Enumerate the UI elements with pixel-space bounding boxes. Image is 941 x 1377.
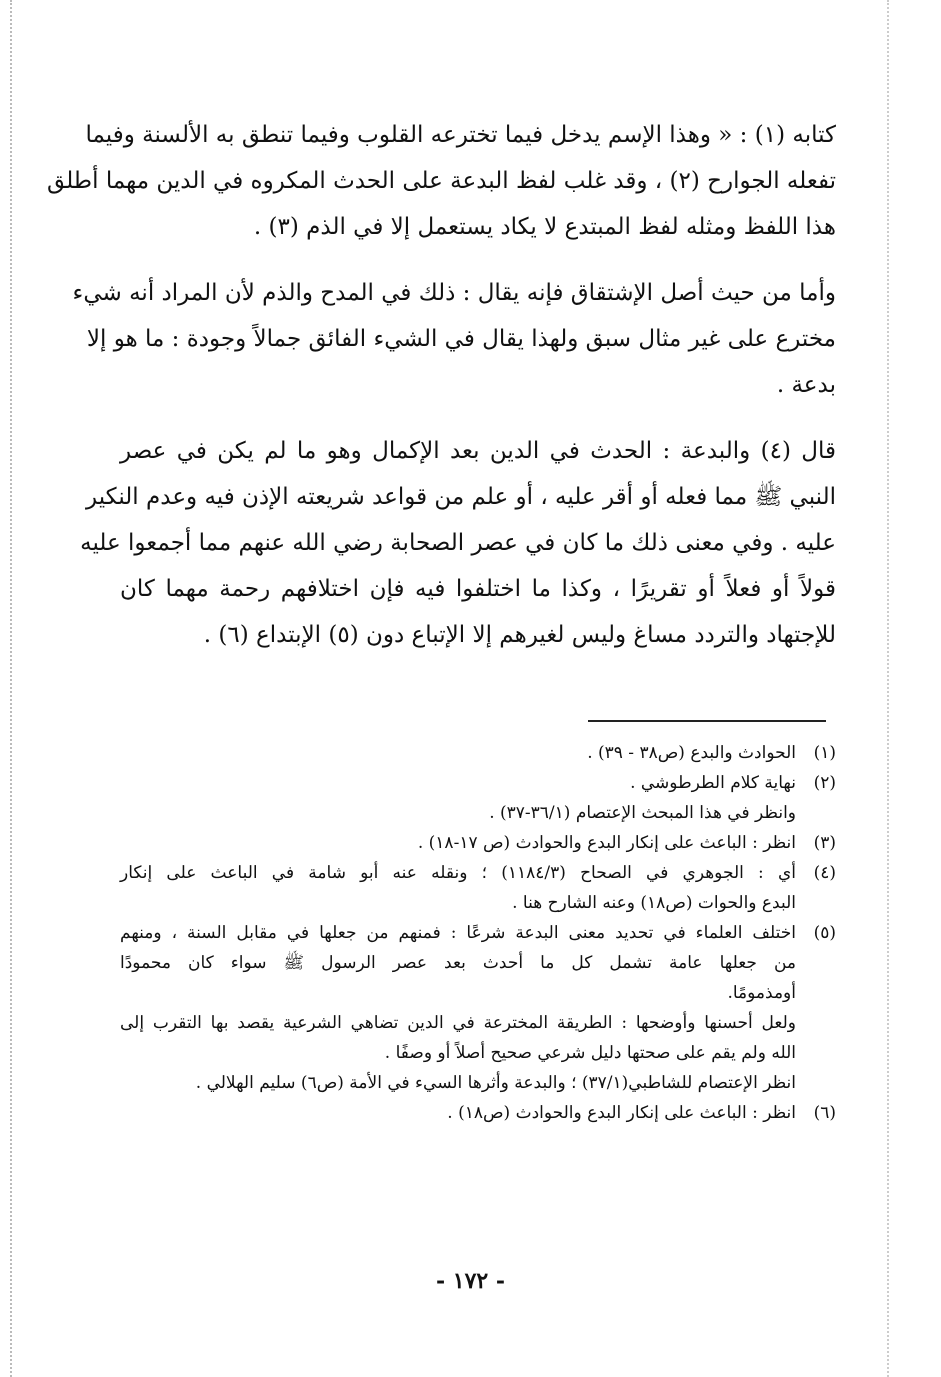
footnote-text: الحوادث والبدع (ص٣٨ - ٣٩) . <box>587 743 796 763</box>
footnote-5-source <box>120 1068 836 1098</box>
scan-edge-right <box>887 0 889 1377</box>
text-line: كتابه (١) : « وهذا الإسم يدخل فيما تخترعه القلوب وفيما تنطق به الألسنة وفيما <box>85 122 836 148</box>
footnote-text: أومذمومًا. <box>727 983 796 1003</box>
footnote-number: (٢) <box>813 773 836 793</box>
text-line: وأما من حيث أصل الإشتقاق فإنه يقال : ذلك في المدح والذم لأن المراد أنه شيء <box>72 280 836 306</box>
footnote-4 <box>120 858 836 918</box>
footnote-number: (٦) <box>813 1103 836 1123</box>
footnote-text: نهاية كلام الطرطوشي . <box>630 773 796 793</box>
footnote-5-continued <box>120 1008 836 1068</box>
footnote-text: وانظر في هذا المبحث الإعتصام (٣٦/١-٣٧) . <box>489 803 796 823</box>
footnote-number <box>796 1008 836 1068</box>
footnote-number <box>796 1068 836 1098</box>
main-text <box>47 112 836 678</box>
text-line: عليه . وفي معنى ذلك ما كان في عصر الصحابة رضي الله عنهم مما أجمعوا عليه <box>80 530 836 556</box>
page-number: - ١٧٢ - <box>435 1268 506 1294</box>
footnote-text: انظر : الباعث على إنكار البدع والحوادث (ص١٨) . <box>447 1103 796 1123</box>
text-line: مخترع على غير مثال سبق ولهذا يقال في الشيء الفائق جمالاً وجودة : ما هو إلا <box>86 326 836 352</box>
footnote-text: من جعلها عامة تشمل كل ما أحدث بعد عصر الرسول ﷺ سواء كان محمودًا <box>120 953 796 973</box>
footnote-text: البدع والحوات (ص١٨) وعنه الشارح هنا . <box>512 893 796 913</box>
footnote-separator <box>588 720 826 722</box>
footnote-number: (٥) <box>813 923 836 943</box>
footnote-1 <box>120 738 836 768</box>
footnote-5 <box>120 918 836 1008</box>
footnote-2 <box>120 768 836 798</box>
paragraph-1 <box>47 112 836 250</box>
footnote-2-continued <box>120 798 836 828</box>
paragraph-3 <box>80 428 836 658</box>
footnote-text: اختلف العلماء في تحديد معنى البدعة شرعًا : فمنهم من جعلها في مقابل السنة ، ومنهم <box>120 923 796 943</box>
text-line: قال (٤) والبدعة : الحدث في الدين بعد الإكمال وهو ما لم يكن في عصر <box>120 438 836 464</box>
paragraph-2 <box>72 270 836 408</box>
scan-edge-left <box>10 0 12 1377</box>
footnotes <box>120 738 836 1128</box>
footnote-text: انظر : الباعث على إنكار البدع والحوادث (ص ١٧-١٨) . <box>417 833 796 853</box>
footnote-text: الله ولم يقم على صحتها دليل شرعي صحيح أصلاً أو وصفًا . <box>384 1043 796 1063</box>
text-line: للإجتهاد والتردد مساغ وليس لغيرهم إلا الإتباع دون (٥) الإبتداع (٦) . <box>203 622 836 648</box>
footnote-number: (٤) <box>813 863 836 883</box>
footnote-number: (١) <box>813 743 836 763</box>
text-line: بدعة . <box>776 372 836 398</box>
footnote-text: ولعل أحسنها وأوضحها : الطريقة المخترعة في الدين تضاهي الشرعية يقصد بها التقرب إلى <box>120 1013 796 1033</box>
text-line: تفعله الجوارح (٢) ، وقد غلب لفظ البدعة على الحدث المكروه في الدين مهما أطلق <box>47 168 836 194</box>
footnote-number: (٣) <box>813 833 836 853</box>
text-line: قولاً أو فعلاً أو تقريرًا ، وكذا ما اختلفوا فيه فإن اختلافهم رحمة مهما كان <box>120 576 836 602</box>
text-line: هذا اللفظ ومثله لفظ المبتدع لا يكاد يستعمل إلا في الذم (٣) . <box>253 214 836 240</box>
footnote-number <box>796 798 836 828</box>
footnote-3 <box>120 828 836 858</box>
footnote-text: انظر الإعتصام للشاطبي(٣٧/١) ؛ والبدعة وأثرها السيء في الأمة (ص٦) سليم الهلالي . <box>195 1073 796 1093</box>
text-line: النبي ﷺ مما فعله أو أقر عليه ، أو علم من قواعد شريعته الإذن فيه وعدم النكير <box>86 484 836 510</box>
footnote-6 <box>120 1098 836 1128</box>
footnote-text: أي : الجوهري في الصحاح (١١٨٤/٣) ؛ ونقله عنه أبو شامة في الباعث على إنكار <box>120 863 796 883</box>
